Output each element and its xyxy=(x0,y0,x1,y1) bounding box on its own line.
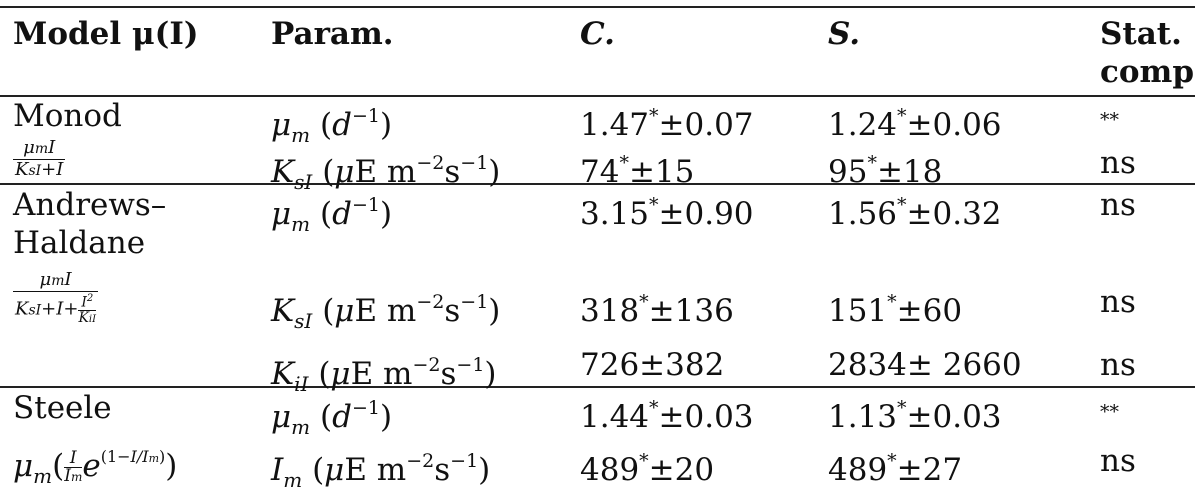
steele-p1-c: 1.44*±0.03 xyxy=(580,397,754,435)
monod-p2-stat: ns xyxy=(1100,145,1136,181)
steele-p1-s: 1.13*±0.03 xyxy=(828,397,1002,435)
andrews-p3-c: 726±382 xyxy=(580,347,725,383)
steele-p1-stat xyxy=(1100,391,1119,429)
steele-p2-stat: ns xyxy=(1100,443,1136,479)
steele-name: Steele xyxy=(13,390,112,426)
monod-name: Monod xyxy=(13,98,122,134)
andrews-p3-stat: ns xyxy=(1100,347,1136,383)
header-stat-line2: comp xyxy=(1100,54,1195,90)
andrews-p1-s: 1.56*±0.32 xyxy=(828,194,1002,232)
andrews-name-line1: Andrews– xyxy=(13,187,167,223)
andrews-name-line2: Haldane xyxy=(13,225,146,261)
monod-p2-s: 95*±18 xyxy=(828,152,943,190)
steele-p2-s: 489*±27 xyxy=(828,450,963,488)
andrews-formula-denominator: KsI+I+ $I^2$ KiI xyxy=(15,293,97,326)
monod-formula-numerator: μmI xyxy=(23,137,56,158)
monod-p1-c: 1.47*±0.07 xyxy=(580,105,754,143)
header-param: Param. xyxy=(271,16,394,52)
andrews-p1-c: 3.15*±0.90 xyxy=(580,194,754,232)
andrews-p2-param: $K_{sI}$ (μE $m^{-2}s^{-1}$) xyxy=(271,291,501,333)
monod-formula-denominator: KsI+I xyxy=(15,159,64,180)
andrews-formula-numerator: μmI xyxy=(39,269,72,290)
header-stat-line1: Stat. xyxy=(1100,16,1182,52)
monod-formula xyxy=(13,138,65,181)
andrews-p1-param: $\mu_m$ $(d^{-1})$ xyxy=(271,194,393,236)
andrews-p3-param: $K_{iI}$ (μE $m^{-2}s^{-1}$) xyxy=(271,354,497,396)
monod-p2-c: 74*±15 xyxy=(580,152,695,190)
steele-p2-param: $I_m$ (μE $m^{-2}s^{-1}$) xyxy=(271,450,491,492)
header-model xyxy=(13,17,199,51)
header-rule xyxy=(0,95,1195,97)
andrews-rule xyxy=(0,386,1195,388)
andrews-p2-stat: ns xyxy=(1100,284,1136,320)
steele-formula: $\mu_m$( $\frac{I}{Im}$ $e^{(1-I/Im)}$) xyxy=(13,447,178,488)
monod-p1-stat xyxy=(1100,99,1119,137)
andrews-p2-c: 318*±136 xyxy=(580,291,734,329)
monod-p1-param: $\mu_m$ $(d^{-1})$ xyxy=(271,105,393,147)
steele-p1-stat-text: ** xyxy=(1100,401,1119,423)
steele-p1-param: $\mu_m$ $(d^{-1})$ xyxy=(271,397,393,439)
monod-p1-s: 1.24*±0.06 xyxy=(828,105,1002,143)
monod-p1-stat-text: ** xyxy=(1100,109,1119,131)
monod-p2-param: $K_{sI}$ (μE $m^{-2}s^{-1}$) xyxy=(271,152,501,194)
steele-p2-c: 489*±20 xyxy=(580,450,715,488)
andrews-p2-s: 151*±60 xyxy=(828,291,963,329)
top-rule xyxy=(0,6,1195,8)
header-s: S. xyxy=(828,16,861,52)
header-model-text: Model μ(I) xyxy=(13,16,199,52)
andrews-p3-s: 2834± 2660 xyxy=(828,347,1022,383)
andrews-formula xyxy=(13,270,98,327)
andrews-p1-stat: ns xyxy=(1100,187,1136,223)
header-c: C. xyxy=(580,16,615,52)
